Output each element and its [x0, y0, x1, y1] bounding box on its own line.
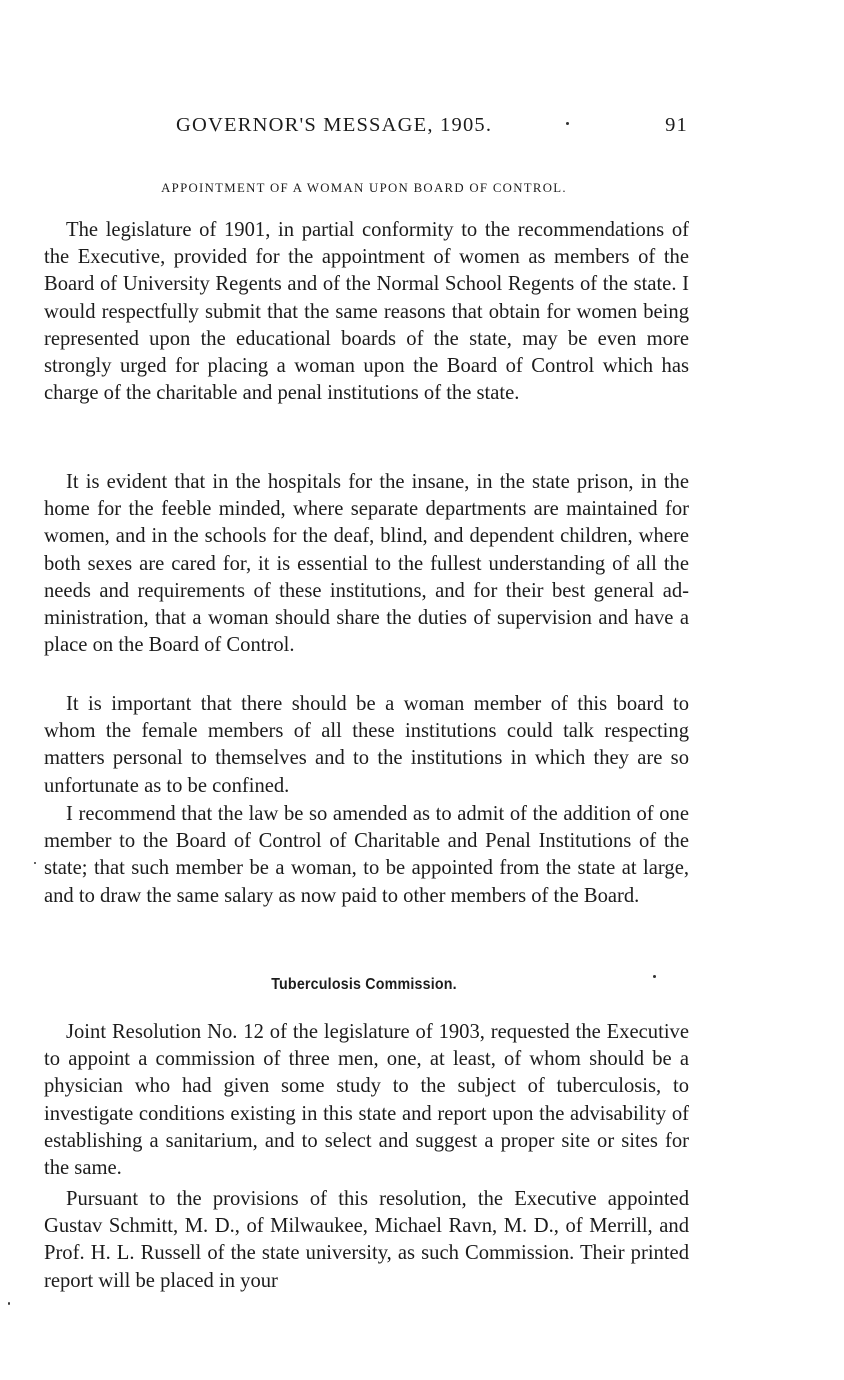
paragraph: I recommend that the law be so amended as to admit of the addition of one member to the Board of Control of Charitable and Penal Institutions of the state; that such member be a woman, to be appointed from the state at large, and to draw the same salary as now paid to other members of the Board. [44, 803, 689, 907]
paragraph: Joint Resolution No. 12 of the legislature of 1903, requested the Executive to appoint a commission of three men, one, at least, of whom should be a physician who had given some study to the subject of tuberculosis, to investigate conditions existing in this state and report upon the advisability of establishing a sanitarium, and to select and suggest a proper site or sites for the same. [44, 1021, 689, 1180]
paragraph: It is important that there should be a woman member of this board to whom the female members of all these institutions could talk respecting matters personal to themselves and to the institutions in which they are so unfortunate as to be confined. [44, 693, 689, 797]
running-title: GOVERNOR'S MESSAGE, 1905. [176, 114, 493, 136]
print-speck [8, 1302, 10, 1305]
paragraph: The legislature of 1901, in partial conformity to the recommendations of the Executive, provided for the appointment of women as members of the Board of University Regents and of the Normal School Regents of the state. I would respectfully submit that the same reasons that obtain for women being represented upon the educational boards of the state, may be even more strongly urged for placing a woman upon the Board of Control which has charge of the charitable and penal institutions of the state. [44, 219, 689, 405]
print-speck [566, 122, 569, 125]
print-speck [34, 862, 36, 864]
paragraph: It is evident that in the hospitals for the insane, in the state prison, in the home for the feeble minded, where separate departments are maintained for women, and in the schools for the deaf, blind, and dependent children, where both sexes are cared for, it is essential to the fullest understanding of all the needs and requirements of these institutions, and for their best general administration, that a woman should share the duties of supervision and have a place on the Board of Control. [44, 471, 689, 657]
section-heading-appointment: APPOINTMENT OF A WOMAN UPON BOARD OF CONTROL. [161, 181, 567, 195]
running-header [176, 114, 688, 144]
paragraph: Pursuant to the provisions of this resolution, the Executive appointed Gustav Schmitt, M. D., of Milwaukee, Michael Ravn, M. D., of Merrill, and Prof. H. L. Russell of the state university, as such Commission. Their printed report will be placed in your [44, 1188, 689, 1292]
page-number: 91 [665, 114, 688, 136]
print-speck [653, 975, 656, 978]
section-heading-tuberculosis: Tuberculosis Commission. [271, 976, 457, 993]
